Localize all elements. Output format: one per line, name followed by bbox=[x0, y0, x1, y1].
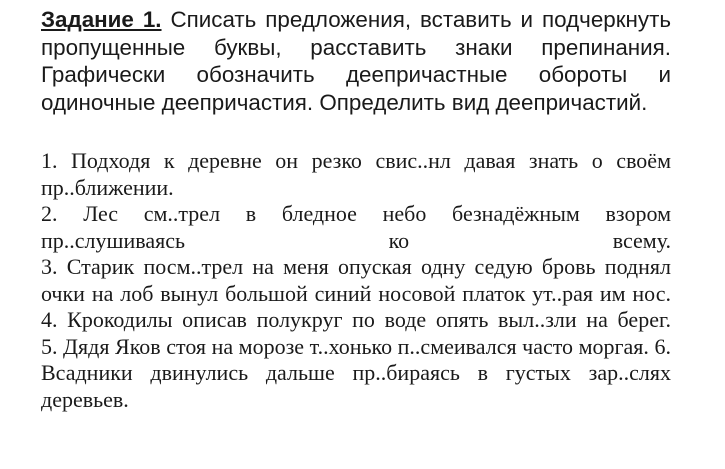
document-page bbox=[41, 6, 672, 412]
sentence-list bbox=[41, 148, 671, 413]
sentence-6: 6. Всадники двинулись дальше пр..бираясь в густых зар..слях деревьев. bbox=[41, 333, 671, 412]
sentence-5: 5. Дядя Яков стоя на морозе т..хонько п..смеивался часто моргая. bbox=[41, 333, 649, 359]
sentence-1: 1. Подходя к деревне он резко свис..нл давая знать о своём пр..ближении. bbox=[41, 148, 671, 200]
task-header bbox=[41, 6, 671, 116]
sentence-3: 3. Старик посм..трел на меня опуская одну седую бровь поднял очки на лоб вынул большой синий носовой платок ут..рая им нос. bbox=[41, 254, 671, 306]
task-instruction: Списать предложения, вставить и подчеркнуть пропущенные буквы, расставить знаки препинания. Графически обозначить деепричастные обороты и одиночные деепричастия. Определить вид деепричастий. bbox=[41, 7, 672, 115]
sentence-4: 4. Крокодилы описав полукруг по воде опять выл..зли на берег. bbox=[41, 307, 671, 332]
sentence-line-1 bbox=[41, 148, 671, 201]
sentence-block-5 bbox=[41, 334, 671, 414]
sentence-2: 2. Лес см..трел в бледное небо безнадёжным взором пр..слушиваясь ко всему. bbox=[41, 201, 671, 253]
task-label: Задание 1. bbox=[41, 7, 162, 32]
sentence-block-2 bbox=[41, 201, 671, 254]
sentence-block-3 bbox=[41, 254, 671, 334]
